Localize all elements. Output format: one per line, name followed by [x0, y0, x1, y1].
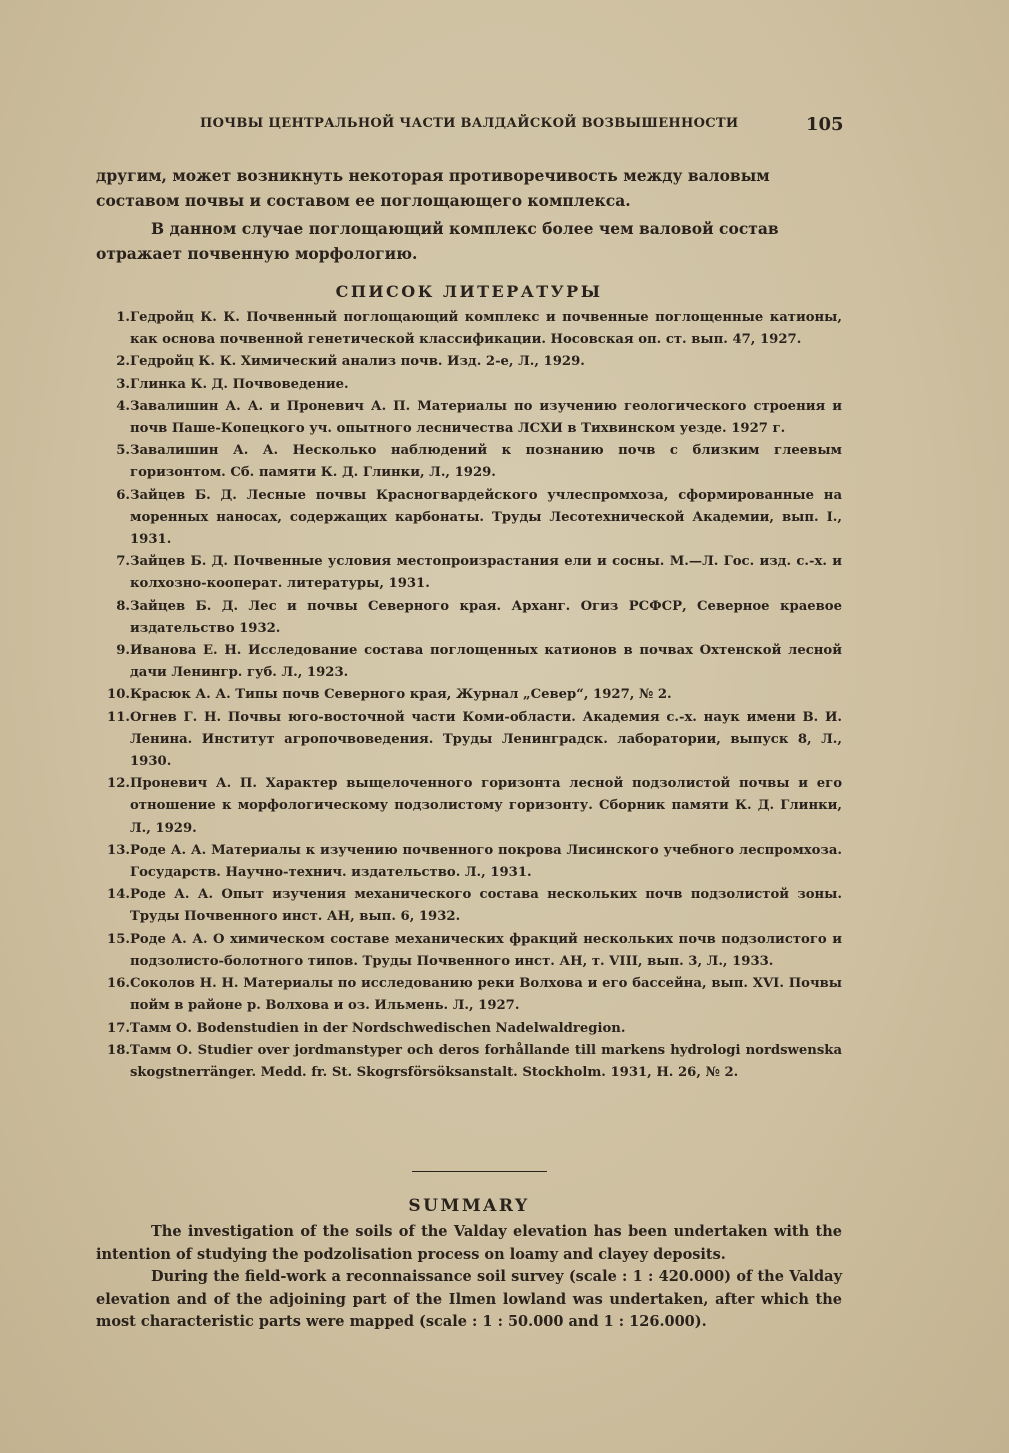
reference-item — [100, 929, 842, 973]
reference-text: Роде А. А. Опыт изучения механического состава нескольких почв подзолистой зоны. Труды Почвенного инст. АН, вып. 6, 1932. — [130, 887, 842, 925]
summary-paragraph-1: The investigation of the soils of the Valday elevation has been undertaken with the intention of studying the podzolisation process on loamy and clayey deposits. — [96, 1223, 842, 1263]
reference-item — [100, 884, 842, 928]
reference-number: 10. — [107, 687, 130, 703]
reference-item — [100, 773, 842, 840]
reference-item — [100, 707, 842, 774]
reference-number: 18. — [107, 1042, 130, 1058]
reference-text: Зайцев Б. Д. Лесные почвы Красногвардейского учлеспромхоза, сформированные на моренных наносах, содержащих карбонаты. Труды Лесотехнической Академии, вып. I., 1931. — [130, 487, 842, 548]
reference-number: 2. — [116, 354, 130, 370]
reference-item — [100, 396, 842, 440]
running-title: ПОЧВЫ ЦЕНТРАЛЬНОЙ ЧАСТИ ВАЛДАЙСКОЙ ВОЗВЫШЕННОСТИ — [200, 116, 739, 131]
summary-heading: SUMMARY — [408, 1196, 530, 1216]
reference-number: 12. — [107, 776, 130, 792]
reference-text: Роде А. А. О химическом составе механических фракций нескольких почв подзолистого и подзолисто-болотного типов. Труды Почвенного инст. АН, т. VIII, вып. 3, Л., 1933. — [130, 931, 842, 969]
body-paragraph-2: В данном случае поглощающий комплекс более чем валовой состав отражает почвенную морфологию. — [96, 219, 779, 263]
reference-item — [100, 351, 842, 373]
reference-item — [100, 1018, 842, 1040]
reference-text: Зайцев Б. Д. Лес и почвы Северного края. Арханг. Огиз РСФСР, Северное краевое издательство 1932. — [130, 598, 842, 636]
reference-number: 13. — [107, 842, 130, 858]
reference-text: Гедройц К. К. Химический анализ почв. Изд. 2-е, Л., 1929. — [130, 354, 585, 370]
summary-paragraph-2: During the field-work a reconnaissance soil survey (scale : 1 : 420.000) of the Valday elevation and of the adjoining part of the Ilmen lowland was undertaken, after which the most characteristic parts were mapped (scale : 1 : 50.000 and 1 : 126.000). — [96, 1268, 842, 1330]
reference-number: 17. — [107, 1020, 130, 1036]
reference-item — [100, 440, 842, 484]
reference-number: 4. — [116, 398, 130, 414]
reference-text: Зайцев Б. Д. Почвенные условия местопроизрастания ели и сосны. М.—Л. Гос. изд. с.-х. и колхозно-кооперат. литературы, 1931. — [130, 554, 842, 592]
reference-text: Завалишин А. А. и Проневич А. П. Материалы по изучению геологического строения и почв Паше-Копецкого уч. опытного лесничества ЛСХИ в Тихвинском уезде. 1927 г. — [130, 398, 842, 437]
reference-number: 6. — [116, 487, 130, 503]
reference-text: Тамм О. Studier over jordmanstyper och deros forhållande till markens hydrologi nordswenska skogstnerränger. Medd. fr. St. Skogrsförsöksanstalt. Stockholm. 1931, H. 26, № 2. — [130, 1042, 842, 1080]
reference-text: Проневич А. П. Характер выщелоченного горизонта лесной подзолистой почвы и его отношение к морфологическому подзолистому горизонту. Сборник памяти К. Д. Глинки, Л., 1929. — [130, 776, 842, 836]
reference-number: 11. — [107, 709, 130, 725]
reference-text: Гедройц К. К. Почвенный поглощающий комплекс и почвенные поглощенные катионы, как основа почвенной генетической классификации. Носовская оп. ст. вып. 47, 1927. — [130, 310, 842, 348]
reference-item — [100, 374, 842, 396]
reference-item — [100, 307, 842, 351]
reference-text: Красюк А. А. Типы почв Северного края, Журнал „Север“, 1927, № 2. — [130, 687, 672, 703]
reference-item — [100, 840, 842, 884]
reference-item — [100, 485, 842, 552]
page-number: 105 — [806, 114, 844, 135]
reference-number: 15. — [107, 931, 130, 947]
reference-number: 9. — [116, 643, 130, 659]
literature-heading: СПИСОК ЛИТЕРАТУРЫ — [335, 282, 603, 301]
reference-item — [100, 640, 842, 684]
reference-item — [100, 551, 842, 595]
reference-number: 1. — [116, 310, 130, 325]
body-paragraph-1: другим, может возникнуть некоторая противоречивость между валовым составом почвы и составом ее поглощающего комплекса. — [96, 166, 770, 210]
reference-text: Огнев Г. Н. Почвы юго-восточной части Коми-области. Академия с.-х. наук имени В. И. Ленина. Институт агропочвоведения. Труды Ленинградск. лаборатории, выпуск 8, Л., 1930. — [130, 709, 842, 770]
summary-text — [96, 1221, 842, 1334]
reference-item — [100, 973, 842, 1017]
reference-text: Соколов Н. Н. Материалы по исследованию реки Волхова и его бассейна, вып. XVI. Почвы пойм в районе р. Волхова и оз. Ильмень. Л., 1927. — [130, 976, 842, 1014]
reference-number: 16. — [107, 976, 130, 992]
reference-text: Глинка К. Д. Почвоведение. — [130, 376, 349, 392]
reference-number: 14. — [107, 887, 130, 903]
reference-item — [100, 684, 842, 706]
reference-text: Роде А. А. Материалы к изучению почвенного покрова Лисинского учебного леспромхоза. Государств. Научно-технич. издательство. Л., 1931. — [130, 842, 842, 881]
reference-number: 8. — [116, 598, 130, 614]
reference-text: Завалишин А. А. Несколько наблюдений к познанию почв с близким глеевым горизонтом. Сб. памяти К. Д. Глинки, Л., 1929. — [130, 443, 842, 481]
reference-text: Иванова Е. Н. Исследование состава поглощенных катионов в почвах Охтенской лесной дачи Ленингр. губ. Л., 1923. — [130, 643, 842, 681]
reference-list — [100, 307, 842, 1084]
reference-number: 3. — [116, 376, 130, 392]
reference-text: Тамм О. Bodenstudien in der Nordschwedischen Nadelwaldregion. — [130, 1020, 626, 1036]
reference-number: 5. — [116, 443, 130, 459]
reference-item — [100, 596, 842, 640]
reference-number: 7. — [116, 554, 130, 570]
reference-item — [100, 1040, 842, 1084]
section-divider — [412, 1171, 547, 1172]
